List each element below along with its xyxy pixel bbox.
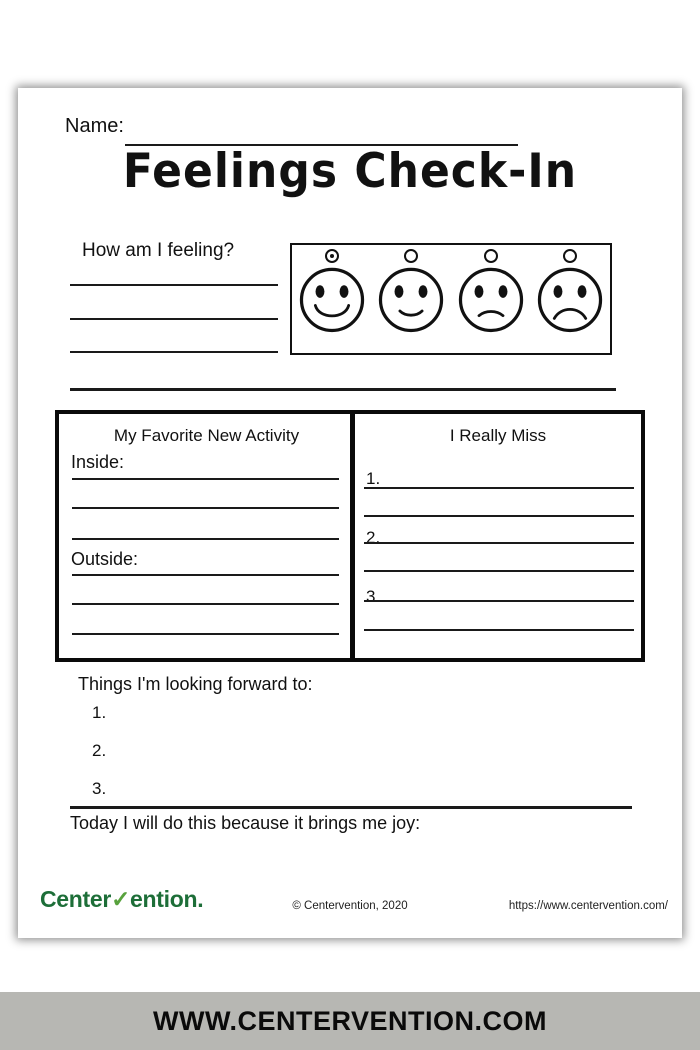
- worksheet-sheet: [18, 88, 682, 938]
- miss-write-line-3a[interactable]: [364, 600, 634, 602]
- feeling-write-line-1[interactable]: [70, 284, 278, 286]
- inside-label: Inside:: [71, 452, 125, 472]
- very-sad-face-icon: [533, 261, 607, 337]
- happy-face-icon: [374, 261, 448, 337]
- forward-heading: Things I'm looking forward to:: [78, 674, 313, 694]
- miss-item-1-number: 1.: [366, 469, 381, 488]
- feeling-option-happy[interactable]: [372, 249, 450, 337]
- website-banner: [0, 992, 700, 1050]
- logo-text-suffix: ention.: [130, 886, 204, 912]
- radio-sad[interactable]: [484, 249, 498, 263]
- sad-face-icon: [454, 261, 528, 337]
- feelings-question: How am I feeling?: [82, 240, 235, 261]
- favorite-activity-title: My Favorite New Activity: [113, 426, 300, 445]
- name-label: Name:: [65, 115, 124, 137]
- feeling-write-line-2[interactable]: [70, 318, 278, 320]
- very-happy-face-icon: [295, 261, 369, 337]
- outside-write-line-2[interactable]: [72, 603, 339, 605]
- miss-write-line-3b[interactable]: [364, 629, 634, 631]
- feeling-write-line-3[interactable]: [70, 351, 278, 353]
- forward-item-1-number: 1.: [92, 703, 107, 722]
- page-title: Feelings Check-In: [122, 143, 578, 200]
- logo-text-prefix: Center: [40, 886, 112, 912]
- website-banner-text: WWW.CENTERVENTION.COM: [153, 1005, 547, 1036]
- feeling-option-very-happy[interactable]: [293, 249, 371, 337]
- forward-item-3-number: 3.: [92, 779, 107, 798]
- activity-box: [55, 410, 645, 662]
- inside-write-line-2[interactable]: [72, 507, 339, 509]
- feeling-option-very-sad[interactable]: [531, 249, 609, 337]
- activity-box-divider: [350, 414, 355, 658]
- miss-item-3-number: 3.: [366, 587, 381, 606]
- footer-copyright: © Centervention, 2020: [292, 900, 408, 912]
- inside-write-line-3[interactable]: [72, 538, 339, 540]
- really-miss-title: I Really Miss: [449, 426, 547, 445]
- feelings-faces-box: [290, 243, 612, 355]
- feeling-option-sad[interactable]: [452, 249, 530, 337]
- miss-write-line-1b[interactable]: [364, 515, 634, 517]
- radio-very-happy[interactable]: [325, 249, 339, 263]
- miss-item-2-number: 2.: [366, 528, 381, 547]
- miss-write-line-2a[interactable]: [364, 542, 634, 544]
- forward-item-2-number: 2.: [92, 741, 107, 760]
- feeling-write-line-4[interactable]: [70, 388, 616, 391]
- joy-prompt: Today I will do this because it brings me joy:: [70, 813, 421, 833]
- miss-write-line-1a[interactable]: [364, 487, 634, 489]
- logo-checkmark-icon: ✓: [111, 886, 131, 912]
- forward-write-line[interactable]: [70, 806, 632, 809]
- footer-url[interactable]: https://www.centervention.com/: [508, 900, 668, 912]
- miss-write-line-2b[interactable]: [364, 570, 634, 572]
- outside-label: Outside:: [71, 549, 139, 569]
- inside-write-line-1[interactable]: [72, 478, 339, 480]
- outside-write-line-1[interactable]: [72, 574, 339, 576]
- outside-write-line-3[interactable]: [72, 633, 339, 635]
